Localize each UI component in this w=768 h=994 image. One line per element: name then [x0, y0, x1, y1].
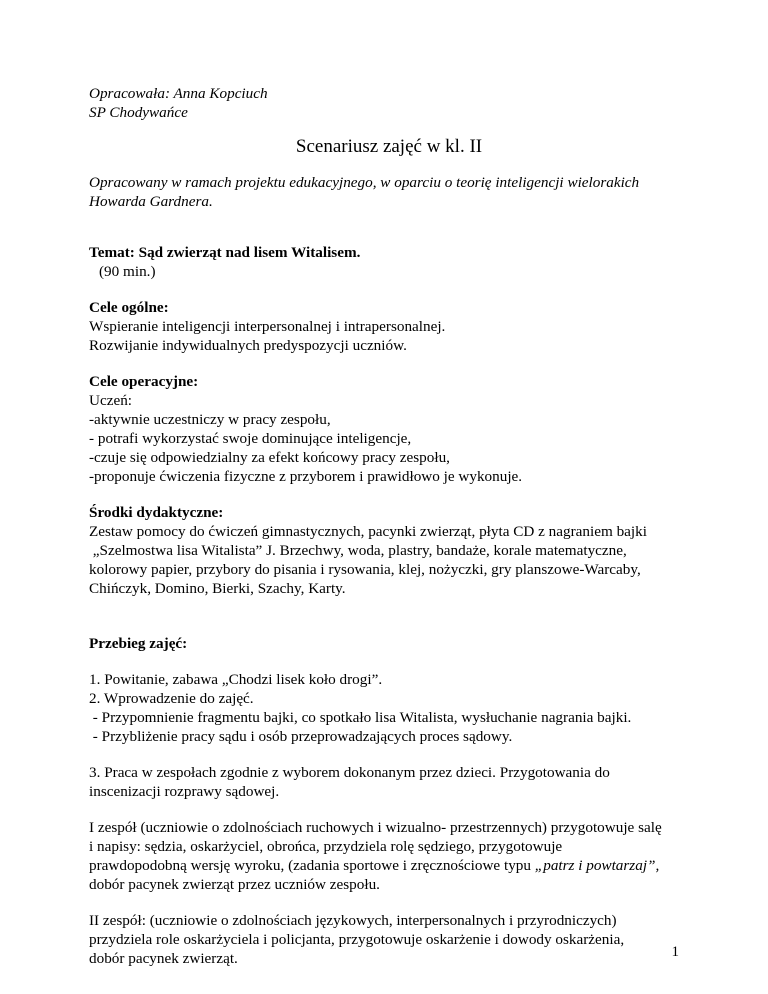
topic-label: Temat: Sąd zwierząt nad lisem Witalisem. [89, 244, 361, 261]
step-line: - Przypomnienie fragmentu bajki, co spotkało lisa Witalista, wysłuchanie nagrania bajki. [89, 709, 632, 726]
step-3 [89, 763, 689, 801]
team-line: i napisy: sędzia, oskarżyciel, obrońca, przydziela rolę sędziego, przygotowuje [89, 838, 563, 855]
list-item: -proponuje ćwiczenia fizyczne z przyborem i prawidłowo je wykonuje. [89, 468, 523, 485]
page-number: 1 [671, 944, 679, 960]
team-line: dobór pacynek zwierząt przez uczniów zespołu. [89, 876, 380, 893]
team-line [89, 856, 689, 875]
author-line [89, 84, 689, 122]
step-line: 3. Praca w zespołach zgodnie z wyborem dokonanym przez dzieci. Przygotowania do [89, 764, 610, 781]
document-page [89, 84, 689, 968]
list-item: -czuje się odpowiedzialny za efekt końcowy pracy zespołu, [89, 449, 450, 466]
author: Opracowała: Anna Kopciuch [89, 85, 268, 102]
team-line-quote: „patrz i powtarzaj”, [534, 857, 660, 874]
text-line: Zestaw pomocy do ćwiczeń gimnastycznych, pacynki zwierząt, płyta CD z nagraniem bajki [89, 523, 647, 540]
text-line: kolorowy papier, przybory do pisania i rysowania, klej, nożyczki, gry planszowe-Warcaby, [89, 561, 641, 578]
list-item: - potrafi wykorzystać swoje dominujące inteligencje, [89, 430, 412, 447]
school: SP Chodywańce [89, 104, 188, 121]
text-line: „Szelmostwa lisa Witalista” J. Brzechwy, woda, plastry, bandaże, korale matematyczne, [89, 542, 627, 559]
step-line: inscenizacji rozprawy sądowej. [89, 783, 280, 800]
section-heading: Cele ogólne: [89, 299, 169, 316]
topic-duration: (90 min.) [99, 263, 156, 280]
general-goals [89, 298, 689, 355]
section-heading: Cele operacyjne: [89, 373, 199, 390]
team-line: I zespół (uczniowie o zdolnościach ruchowych i wizualno- przestrzennych) przygotowuje salę [89, 819, 662, 836]
team-2 [89, 911, 689, 968]
list-item: Rozwijanie indywidualnych predyspozycji uczniów. [89, 337, 407, 354]
step-line: 1. Powitanie, zabawa „Chodzi lisek koło drogi”. [89, 671, 383, 688]
operational-goals [89, 372, 689, 486]
subtitle-line: Howarda Gardnera. [89, 193, 213, 210]
teaching-aids [89, 503, 689, 598]
subtitle-line: Opracowany w ramach projektu edukacyjnego, w oparciu o teorię inteligencji wielorakich [89, 174, 640, 191]
team-line-plain: prawdopodobną wersję wyroku, (zadania sportowe i zręcznościowe typu [89, 857, 535, 874]
team-line: II zespół: (uczniowie o zdolnościach językowych, interpersonalnych i przyrodniczych) [89, 912, 617, 929]
team-1 [89, 818, 689, 894]
text-line: Chińczyk, Domino, Bierki, Szachy, Karty. [89, 580, 346, 597]
step-line: 2. Wprowadzenie do zajęć. [89, 690, 254, 707]
step-line: - Przybliżenie pracy sądu i osób przeprowadzających proces sądowy. [89, 728, 513, 745]
subtitle [89, 173, 689, 211]
course-steps [89, 670, 689, 746]
page-title: Scenariusz zajęć w kl. II [295, 136, 483, 157]
team-line: dobór pacynek zwierząt. [89, 950, 238, 967]
section-heading: Środki dydaktyczne: [89, 504, 224, 521]
list-item: -aktywnie uczestniczy w pracy zespołu, [89, 411, 331, 428]
team-line: przydziela role oskarżyciela i policjanta, przygotowuje oskarżenie i dowody oskarżenia, [89, 931, 625, 948]
list-intro: Uczeń: [89, 392, 133, 409]
course-heading: Przebieg zajęć: [89, 635, 188, 652]
list-item: Wspieranie inteligencji interpersonalnej i intrapersonalnej. [89, 318, 446, 335]
topic [89, 243, 689, 281]
